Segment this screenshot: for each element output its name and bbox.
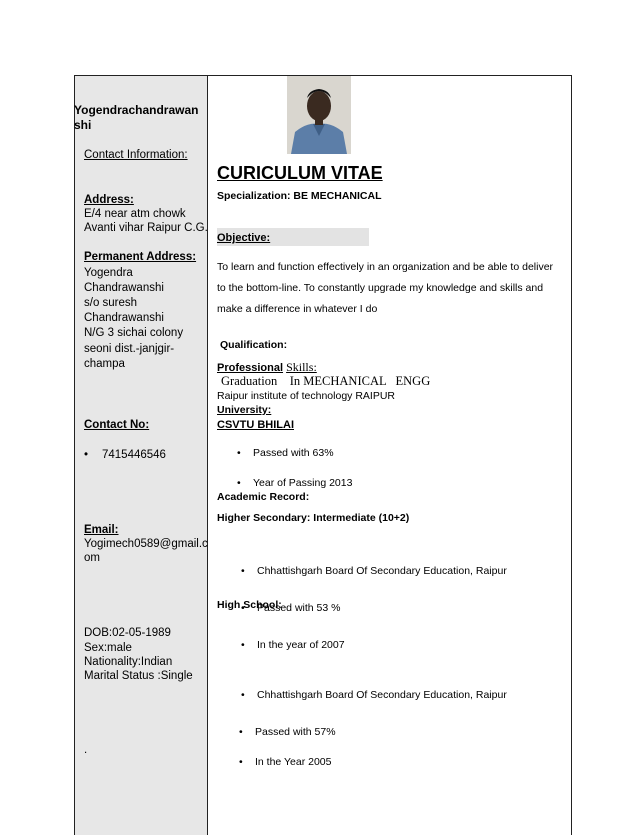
permanent-address-line: champa (84, 358, 125, 370)
hs-point: • In the year of 2007 (257, 638, 638, 653)
sex: Sex:male (84, 642, 132, 654)
specialization: Specialization: BE MECHANICAL (217, 190, 382, 202)
grad-point: • Passed with 63% (253, 446, 638, 461)
email-label: Email: (84, 524, 119, 536)
permanent-address-line: Chandrawanshi (84, 312, 164, 324)
institute: Raipur institute of technology RAIPUR (217, 390, 396, 402)
permanent-address-line: seoni dist.-janjgir- (84, 343, 175, 355)
higher-secondary-label: Higher Secondary: Intermediate (10+2) (217, 512, 410, 524)
permanent-address-line: s/o suresh (84, 297, 138, 309)
academic-record-label: Academic Record: (217, 491, 310, 503)
high-school-label: High School: (217, 599, 282, 611)
permanent-address-line: N/G 3 sichai colony (84, 327, 184, 339)
objective-line: To learn and function effectively in an organization and be able to deliver (217, 261, 554, 273)
address-label: Address: (84, 194, 134, 206)
candidate-name: Yogendrachandrawanshi (74, 103, 199, 132)
university-label: University: (217, 404, 272, 416)
marital-status: Marital Status :Single (84, 670, 193, 682)
skills-label: Skills: (286, 360, 317, 374)
permanent-address-line: Yogendra (84, 267, 133, 279)
hs-point: • Passed with 53 % (257, 601, 638, 616)
profile-photo-graphic (287, 76, 351, 154)
address-line: E/4 near atm chowk (84, 208, 186, 220)
qualification-label: Qualification: (220, 339, 288, 351)
email-line: om (84, 552, 100, 564)
university-name: CSVTU BHILAI (217, 419, 294, 431)
grad-point: • Year of Passing 2013 (253, 476, 638, 491)
nationality: Nationality:Indian (84, 656, 173, 668)
graduation: Graduation In MECHANICAL ENGG (221, 374, 431, 388)
phone-number: 7415446546 (102, 449, 166, 461)
contact-info-label: Contact Information: (84, 149, 188, 161)
school-point: • Passed with 57% (255, 725, 638, 740)
email-line: Yogimech0589@gmail.c (84, 538, 208, 550)
profile-photo (287, 76, 351, 154)
trailing-dot: . (84, 744, 88, 756)
document-title: CURICULUM VITAE (217, 163, 383, 183)
dob: DOB:02-05-1989 (84, 627, 171, 639)
school-point: • Chhattishgarh Board Of Secondary Education, Raipur (257, 688, 638, 703)
objective-line: make a difference in whatever I do (217, 303, 378, 315)
objective-label: Objective: (217, 232, 271, 244)
professional-label: Professional (217, 362, 284, 374)
contact-no-label: Contact No: (84, 419, 150, 431)
permanent-address-label: Permanent Address: (84, 251, 197, 263)
school-point: • In the Year 2005 (255, 755, 638, 770)
hs-point: • Chhattishgarh Board Of Secondary Education, Raipur (257, 564, 638, 579)
address-line: Avanti vihar Raipur C.G. (84, 222, 208, 234)
objective-line: to the bottom-line. To constantly upgrade my knowledge and skills and (217, 282, 544, 294)
phone-bullet: • (84, 449, 89, 461)
permanent-address-line: Chandrawanshi (84, 282, 164, 294)
